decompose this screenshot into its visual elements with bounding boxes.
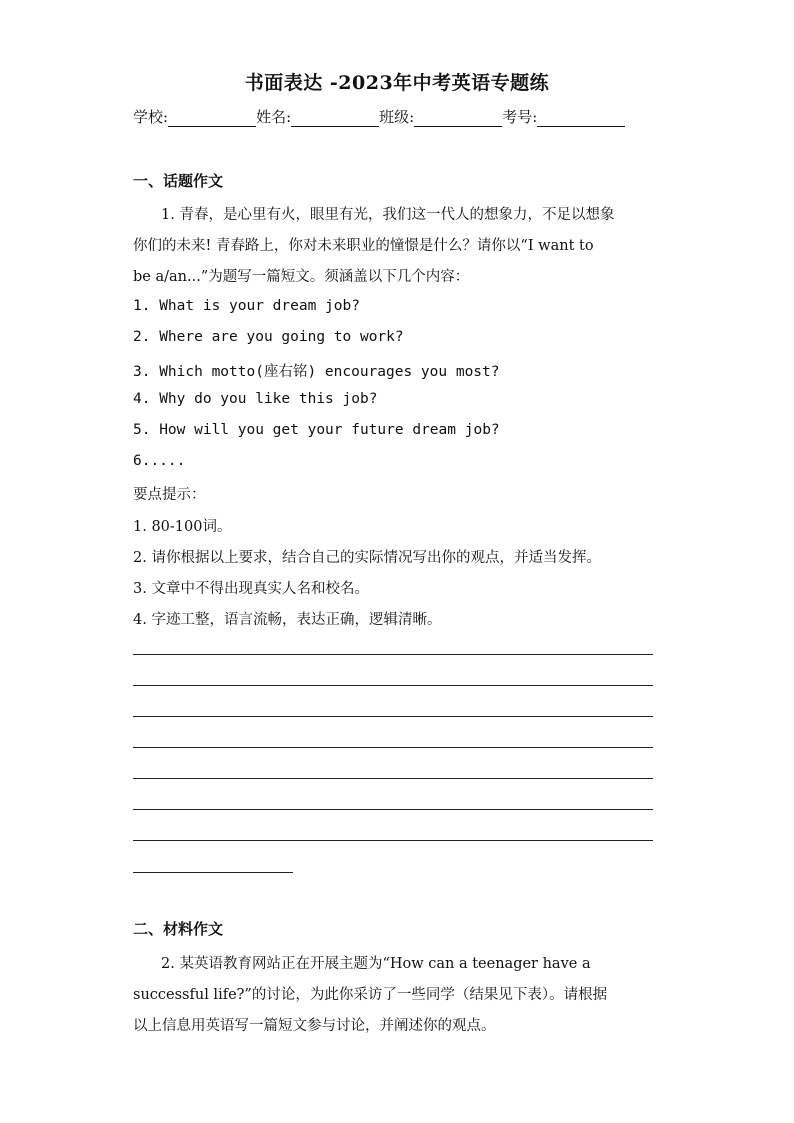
section2-prompt-line2: successful life?”的讨论，为此你采访了一些同学（结果见下表）。请根据 bbox=[133, 987, 608, 1003]
answer-line-3[interactable] bbox=[133, 716, 653, 717]
answer-line-4[interactable] bbox=[133, 747, 653, 748]
question-6: 6..... bbox=[133, 453, 186, 469]
name-blank[interactable] bbox=[291, 112, 379, 127]
answer-line-6[interactable] bbox=[133, 809, 653, 810]
tip-1: 1. 80-100词。 bbox=[133, 519, 232, 535]
tip-4: 4. 字迹工整，语言流畅，表达正确，逻辑清晰。 bbox=[133, 612, 442, 628]
tip-2: 2. 请你根据以上要求，结合自己的实际情况写出你的观点，并适当发挥。 bbox=[133, 550, 601, 566]
question-5: 5. How will you get your future dream job? bbox=[133, 422, 500, 438]
class-label: 班级: bbox=[379, 108, 415, 126]
question-4: 4. Why do you like this job? bbox=[133, 391, 378, 407]
school-label: 学校: bbox=[133, 108, 169, 126]
section2-prompt-line3: 以上信息用英语写一篇短文参与讨论，并阐述你的观点。 bbox=[133, 1018, 496, 1034]
name-label: 姓名: bbox=[256, 108, 292, 126]
section2-prompt-line1: 2. 某英语教育网站正在开展主题为“How can a teenager have a bbox=[161, 956, 591, 972]
section1-heading: 一、话题作文 bbox=[133, 172, 224, 190]
tip-3: 3. 文章中不得出现真实人名和校名。 bbox=[133, 581, 369, 597]
answer-line-7[interactable] bbox=[133, 840, 653, 841]
answer-line-8[interactable] bbox=[133, 872, 293, 873]
answer-line-1[interactable] bbox=[133, 654, 653, 655]
section1-prompt-line2: 你们的未来! 青春路上，你对未来职业的憧憬是什么？请你以“I want to bbox=[133, 238, 594, 254]
section1-prompt-line1: 1. 青春，是心里有火，眼里有光，我们这一代人的想象力，不足以想象 bbox=[161, 207, 615, 223]
exam-number-label: 考号: bbox=[502, 108, 538, 126]
exam-number-blank[interactable] bbox=[537, 112, 625, 127]
school-blank[interactable] bbox=[168, 112, 256, 127]
section1-prompt-line3: be a/an...”为题写一篇短文。须涵盖以下几个内容： bbox=[133, 269, 470, 285]
answer-line-5[interactable] bbox=[133, 778, 653, 779]
tips-heading: 要点提示： bbox=[133, 487, 206, 503]
section2-heading: 二、材料作文 bbox=[133, 920, 224, 938]
question-3: 3. Which motto(座右铭) encourages you most? bbox=[133, 364, 500, 380]
class-blank[interactable] bbox=[414, 112, 502, 127]
page-title: 书面表达 -2023年中考英语专题练 bbox=[244, 72, 550, 94]
student-info-row bbox=[133, 106, 673, 127]
question-1: 1. What is your dream job? bbox=[133, 298, 360, 314]
answer-line-2[interactable] bbox=[133, 685, 653, 686]
question-2: 2. Where are you going to work? bbox=[133, 329, 404, 345]
